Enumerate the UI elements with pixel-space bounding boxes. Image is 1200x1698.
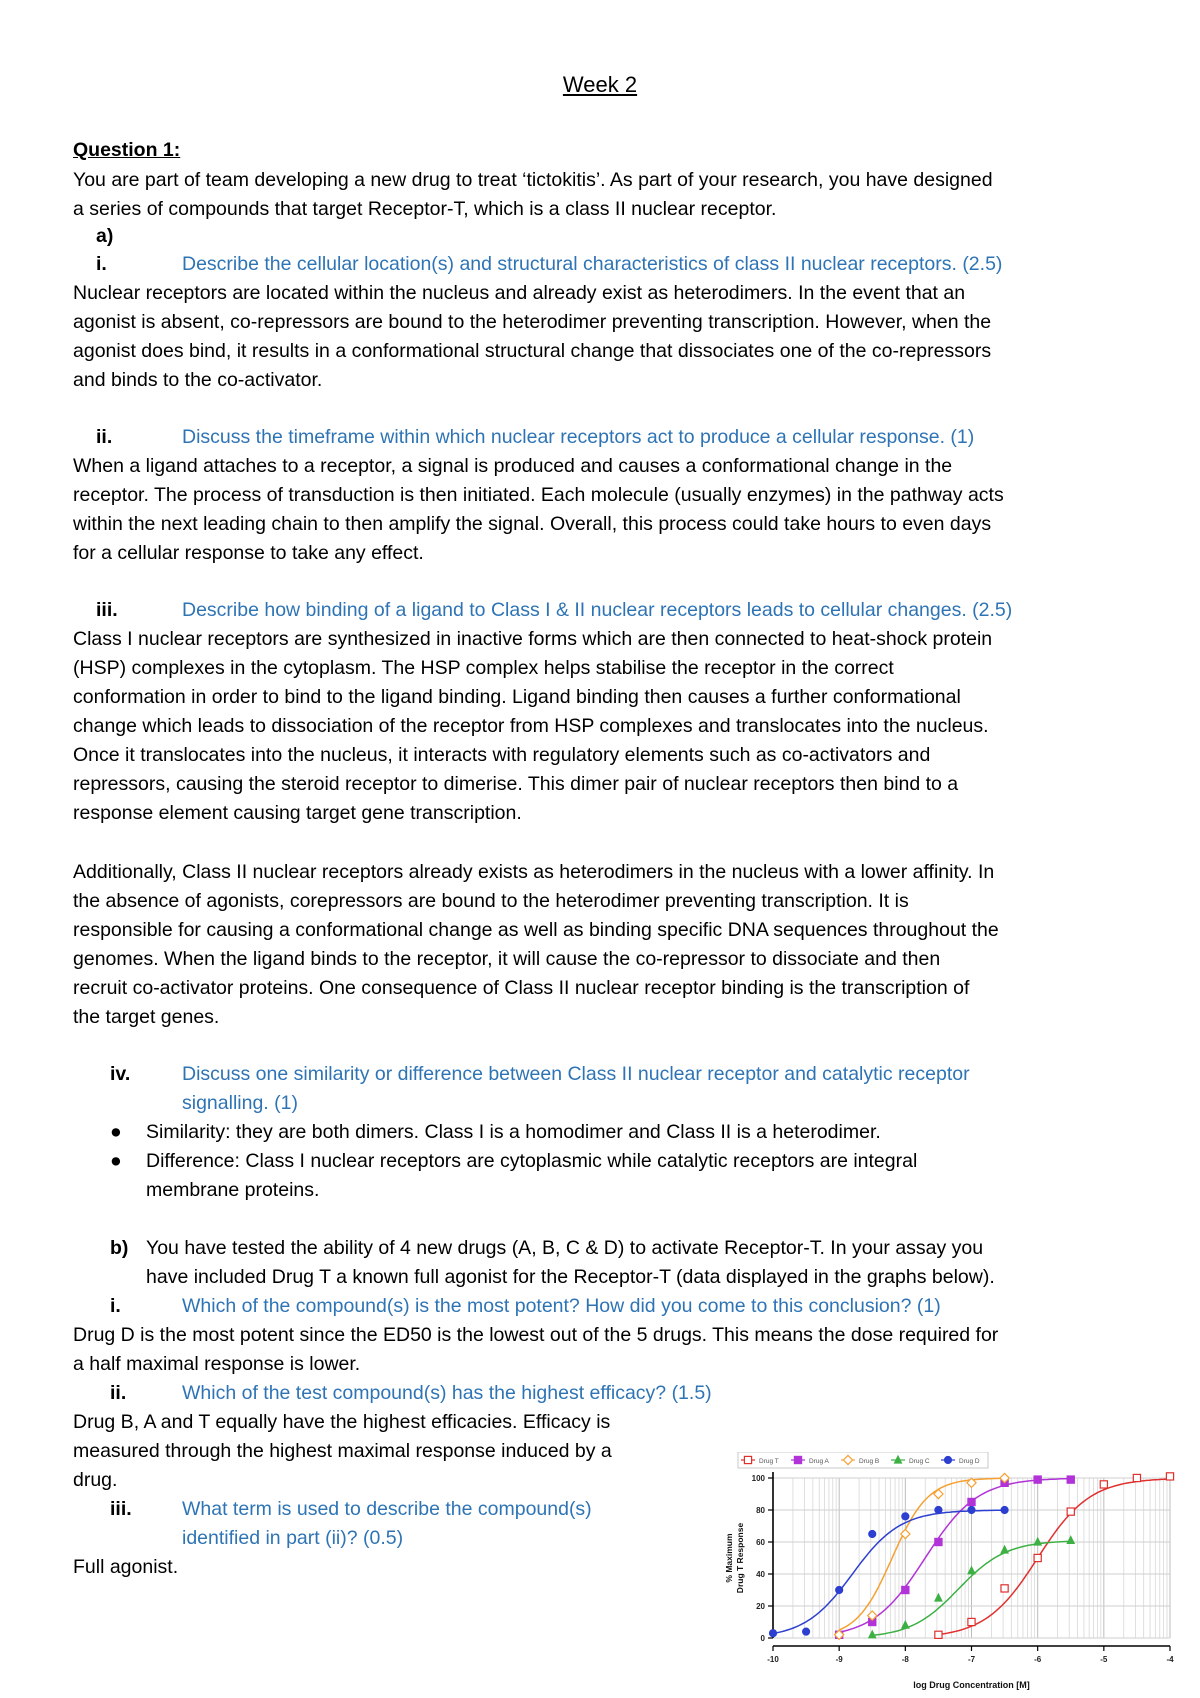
data-point-drug-d xyxy=(869,1530,876,1537)
answer-line: within the next leading chain to then amplify the signal. Overall, this process could take hours to even days xyxy=(73,513,992,535)
question-b-i: Which of the compound(s) is the most potent? How did you come to this conclusion? (1) xyxy=(182,1295,941,1317)
bullet-text: membrane proteins. xyxy=(146,1179,320,1201)
question-number: iii. xyxy=(96,599,118,621)
answer-line: a half maximal response is lower. xyxy=(73,1353,361,1375)
answer-line: Class I nuclear receptors are synthesized in inactive forms which are then connected to heat-shock protein xyxy=(73,628,993,650)
question-number: ii. xyxy=(96,426,113,448)
data-point-drug-d xyxy=(1001,1506,1008,1513)
answer-line: measured through the highest maximal response induced by a xyxy=(73,1440,612,1462)
answer-line: recruit co-activator proteins. One consequence of Class II nuclear receptor binding is the transcription of xyxy=(73,977,970,999)
question-number: iii. xyxy=(110,1498,132,1520)
data-point-drug-a xyxy=(902,1586,909,1593)
answer-line: genomes. When the ligand binds to the receptor, it will cause the co-repressor to dissociate and then xyxy=(73,948,941,970)
answer-line: agonist does bind, it results in a conformational structural change that dissociates one of the co-repressors xyxy=(73,340,992,362)
question-number: ii. xyxy=(110,1382,127,1404)
data-point-drug-a xyxy=(968,1498,975,1505)
answer-line: conformation in order to bind to the ligand binding. Ligand binding then causes a further conformational xyxy=(73,686,961,708)
answer-line: repressors, causing the steroid receptor to dimerise. This dimer pair of nuclear receptors then bind to a xyxy=(73,773,959,795)
data-point-drug-d xyxy=(968,1506,975,1513)
data-point-drug-c xyxy=(869,1631,876,1638)
answer-line: the target genes. xyxy=(73,1006,220,1028)
answer-line: Additionally, Class II nuclear receptors already exists as heterodimers in the nucleus with a lower affinity. In xyxy=(73,861,995,883)
curve-drug-b xyxy=(839,1478,1004,1630)
intro-line: You are part of team developing a new drug to treat ‘tictokitis’. As part of your research, you have designed xyxy=(73,169,993,191)
data-point-drug-t xyxy=(1067,1508,1074,1515)
answer-line: Once it translocates into the nucleus, it interacts with regulatory elements such as co-activators and xyxy=(73,744,931,766)
y-tick-label: 0 xyxy=(760,1634,765,1643)
x-axis-label: log Drug Concentration [M] xyxy=(913,1680,1030,1690)
data-point-drug-d xyxy=(802,1628,809,1635)
answer-line: Drug D is the most potent since the ED50 is the lowest out of the 5 drugs. This means the dose required for xyxy=(73,1324,999,1346)
bullet-text: Similarity: they are both dimers. Class I is a homodimer and Class II is a heterodimer. xyxy=(146,1121,881,1143)
question-a-iv: signalling. (1) xyxy=(182,1092,298,1114)
x-tick-label: -4 xyxy=(1166,1655,1174,1664)
answer-line: drug. xyxy=(73,1469,118,1491)
x-tick-label: -7 xyxy=(967,1655,976,1664)
x-tick-label: -8 xyxy=(901,1655,909,1664)
bullet-icon: ● xyxy=(110,1150,122,1172)
answer-line: the absence of agonists, corepressors are bound to the heterodimer preventing transcription. It is xyxy=(73,890,909,912)
question-1-heading: Question 1: xyxy=(73,139,181,161)
y-tick-label: 80 xyxy=(756,1506,765,1515)
question-number: iv. xyxy=(110,1063,131,1085)
answer-line: (HSP) complexes in the cytoplasm. The HSP complex helps stabilise the receptor in the correct xyxy=(73,657,894,679)
legend-label: Drug C xyxy=(909,1458,930,1465)
data-point-drug-t xyxy=(1001,1585,1008,1592)
answer-line: response element causing target gene transcription. xyxy=(73,802,522,824)
y-tick-label: 20 xyxy=(756,1602,765,1611)
question-b-iii: identified in part (ii)? (0.5) xyxy=(182,1527,404,1549)
data-point-drug-d xyxy=(769,1630,776,1637)
x-tick-label: -5 xyxy=(1100,1655,1108,1664)
data-point-drug-c xyxy=(935,1594,942,1601)
data-point-drug-c xyxy=(1001,1546,1008,1553)
x-tick-label: -9 xyxy=(835,1655,843,1664)
data-point-drug-a xyxy=(935,1538,942,1545)
answer-line: Drug B, A and T equally have the highest efficacies. Efficacy is xyxy=(73,1411,611,1433)
legend-marker xyxy=(744,1456,751,1463)
question-a-iii: Describe how binding of a ligand to Class I & II nuclear receptors leads to cellular changes. (2.5) xyxy=(182,599,1013,621)
answer-line: responsible for causing a conformational change as well as binding specific DNA sequences throughout the xyxy=(73,919,999,941)
data-point-drug-a xyxy=(1034,1476,1041,1483)
data-point-drug-t xyxy=(968,1618,975,1625)
legend-label: Drug A xyxy=(809,1458,829,1465)
legend-label: Drug D xyxy=(959,1458,980,1465)
y-tick-label: 100 xyxy=(751,1474,765,1483)
answer-line: for a cellular response to take any effect. xyxy=(73,542,424,564)
data-point-drug-d xyxy=(902,1513,909,1520)
x-tick-label: -10 xyxy=(767,1655,779,1664)
part-b-label: b) xyxy=(110,1237,129,1259)
legend-marker xyxy=(794,1456,801,1463)
question-number: i. xyxy=(96,253,107,275)
intro-line: a series of compounds that target Receptor-T, which is a class II nuclear receptor. xyxy=(73,198,777,220)
answer-line: and binds to the co-activator. xyxy=(73,369,323,391)
answer-line: When a ligand attaches to a receptor, a signal is produced and causes a conformational change in the xyxy=(73,455,953,477)
dose-response-chart xyxy=(718,1452,1190,1692)
part-b-text: You have tested the ability of 4 new drugs (A, B, C & D) to activate Receptor-T. In your assay you xyxy=(146,1237,984,1259)
page-title: Week 2 xyxy=(562,72,638,97)
data-point-drug-d xyxy=(935,1506,942,1513)
answer-line: receptor. The process of transduction is then initiated. Each molecule (usually enzymes) in the pathway acts xyxy=(73,484,1004,506)
legend-marker xyxy=(944,1456,951,1463)
data-point-drug-t xyxy=(935,1631,942,1638)
data-point-drug-c xyxy=(902,1621,909,1628)
data-point-drug-d xyxy=(836,1586,843,1593)
y-axis-label: % Maximum xyxy=(724,1533,734,1583)
y-tick-label: 40 xyxy=(756,1570,765,1579)
answer-line: agonist is absent, co-repressors are bound to the heterodimer preventing transcription. However, when the xyxy=(73,311,992,333)
data-point-drug-c xyxy=(968,1567,975,1574)
answer-line: change which leads to dissociation of the receptor from HSP complexes and translocates into the nucleus. xyxy=(73,715,989,737)
y-tick-label: 60 xyxy=(756,1538,765,1547)
legend-label: Drug B xyxy=(859,1458,880,1465)
bullet-icon: ● xyxy=(110,1121,122,1143)
question-a-ii: Discuss the timeframe within which nuclear receptors act to produce a cellular response. (1) xyxy=(182,426,975,448)
question-number: i. xyxy=(110,1295,121,1317)
question-b-ii: Which of the test compound(s) has the highest efficacy? (1.5) xyxy=(182,1382,712,1404)
data-point-drug-t xyxy=(1034,1554,1041,1561)
data-point-drug-t xyxy=(1166,1473,1173,1480)
question-a-iv: Discuss one similarity or difference between Class II nuclear receptor and catalytic receptor xyxy=(182,1063,970,1085)
part-b-text: have included Drug T a known full agonist for the Receptor-T (data displayed in the graphs below). xyxy=(146,1266,995,1288)
data-point-drug-t xyxy=(1133,1474,1140,1481)
bullet-text: Difference: Class I nuclear receptors are cytoplasmic while catalytic receptors are integral xyxy=(146,1150,918,1172)
data-point-drug-t xyxy=(1100,1481,1107,1488)
question-b-iii: What term is used to describe the compound(s) xyxy=(182,1498,592,1520)
data-point-drug-a xyxy=(1067,1476,1074,1483)
x-tick-label: -6 xyxy=(1034,1655,1042,1664)
question-a-i: Describe the cellular location(s) and structural characteristics of class II nuclear receptors. (2.5) xyxy=(182,253,1003,275)
answer-line: Nuclear receptors are located within the nucleus and already exist as heterodimers. In the event that an xyxy=(73,282,966,304)
part-a-label: a) xyxy=(96,225,114,247)
data-point-drug-c xyxy=(1067,1536,1074,1543)
answer-line: Full agonist. xyxy=(73,1556,179,1578)
legend-label: Drug T xyxy=(759,1458,779,1465)
y-axis-label: Drug T Response xyxy=(735,1522,745,1594)
